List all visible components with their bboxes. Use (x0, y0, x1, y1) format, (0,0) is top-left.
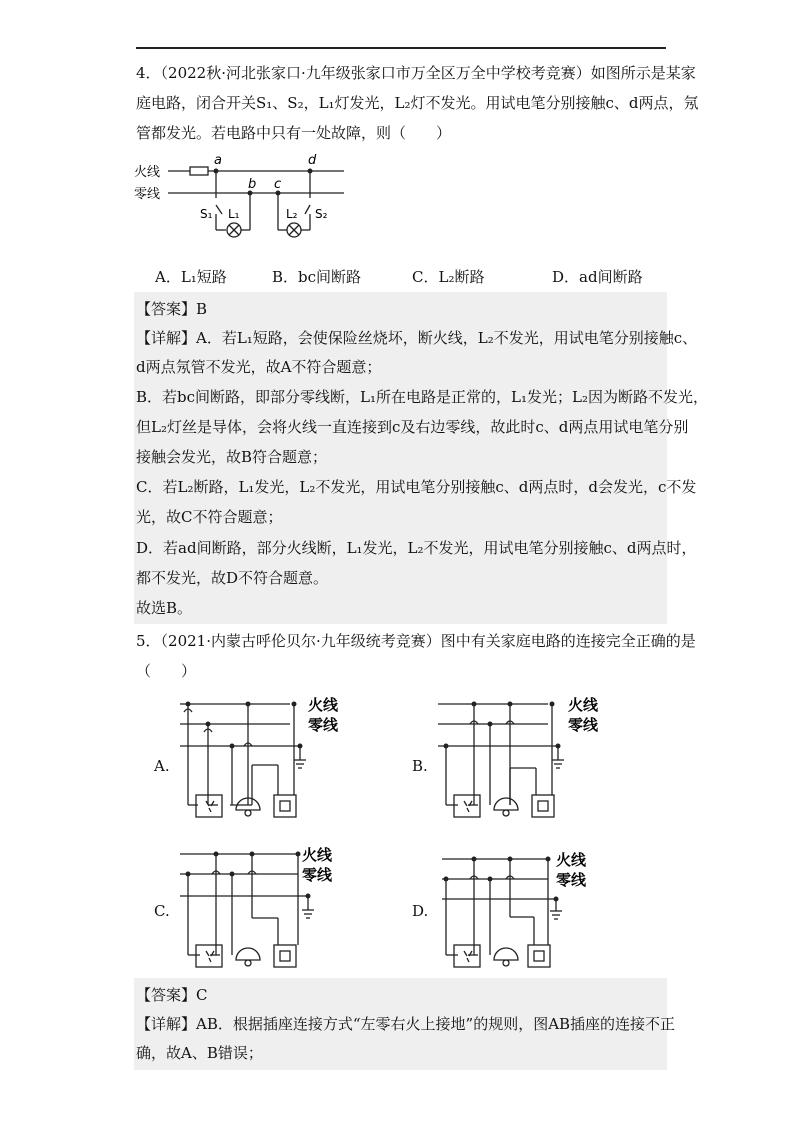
q5-explanation-line: 【详解】AB．根据插座连接方式“左零右火上接地”的规则，图AB插座的连接不正 (136, 1015, 676, 1033)
q4-explanation-line: D．若ad间断路，部分火线断，L₁发光，L₂不发光，用试电笔分别接触c、d两点时， (136, 539, 697, 557)
q5c-neutral-label: 零线 (302, 866, 333, 884)
q4-option-c: C．L₂断路 (412, 268, 485, 286)
q4-answer-block (134, 292, 708, 624)
q5-diagram-c (170, 840, 350, 980)
q5-option-b-label: B. (412, 757, 428, 775)
q4-option-d: D．ad间断路 (552, 268, 643, 286)
q4-explanation-line: B．若bc间断路，即部分零线断，L₁所在电路是正常的，L₁发光；L₂因为断路不发光， (136, 388, 708, 406)
q5-text-line1: 5．（2021·内蒙古呼伦贝尔·九年级统考竞赛）图中有关家庭电路的连接完全正确的是 (136, 632, 696, 650)
q5-text-line2: （ ） (136, 662, 197, 680)
node-a-label: a (214, 153, 222, 168)
q4-explanation-line: 【详解】A．若L₁短路，会使保险丝烧坏，断火线，L₂不发光，用试电笔分别接触c、 (136, 329, 698, 347)
header-rule (136, 47, 666, 49)
lamp-l1-label: L₁ (228, 207, 240, 221)
q4-explanation-line: C．若L₂断路，L₁发光，L₂不发光，用试电笔分别接触c、d两点时，d会发光，c不发 (136, 478, 697, 496)
q4-explanation-line: 故选B。 (136, 599, 193, 617)
q4-answer: 【答案】B (136, 300, 208, 318)
lamp-l2-label: L₂ (286, 207, 298, 221)
q4-text-line1: 4．（2022秋·河北张家口·九年级张家口市万全区万全中学校考竞赛）如图所示是某家 (136, 64, 696, 82)
q5d-neutral-label: 零线 (556, 871, 587, 889)
q4-text-line2: 庭电路，闭合开关S₁、S₂，L₁灯发光，L₂灯不发光。用试电笔分别接触c、d两点，氖 (136, 94, 699, 112)
node-c-label: c (274, 177, 282, 192)
q5a-neutral-label: 零线 (308, 716, 339, 734)
q4-live-label: 火线 (134, 165, 161, 180)
q5-diagram-d (428, 845, 608, 980)
q4-explanation-line: 都不发光，故D不符合题意。 (136, 569, 329, 587)
q4-option-b: B．bc间断路 (272, 268, 362, 286)
q5-diagram-a (170, 690, 350, 830)
q4-neutral-label: 零线 (134, 187, 161, 202)
q5b-neutral-label: 零线 (568, 716, 599, 734)
q5d-live-label: 火线 (556, 851, 587, 869)
q5c-live-label: 火线 (302, 846, 333, 864)
switch-s1-label: S₁ (200, 207, 213, 221)
q4-option-a: A．L₁短路 (155, 268, 227, 286)
node-d-label: d (308, 153, 317, 168)
q5-option-a-label: A. (154, 757, 170, 775)
q4-explanation-line: 光，故C不符合题意； (136, 508, 283, 526)
q5-explanation-line: 确，故A、B错误； (136, 1044, 263, 1062)
q4-circuit-diagram (134, 148, 354, 248)
switch-s2-label: S₂ (315, 207, 328, 221)
q5b-live-label: 火线 (568, 696, 599, 714)
q4-explanation-line: 接触会发光，故B符合题意； (136, 448, 328, 466)
q5-option-c-label: C. (154, 902, 170, 920)
q5-option-d-label: D. (412, 902, 429, 920)
q4-explanation-line: d两点氖管不发光，故A不符合题意； (136, 358, 382, 376)
q4-explanation-line: 但L₂灯丝是导体，会将火线一直连接到c及右边零线，故此时c、d两点用试电笔分别 (136, 418, 689, 436)
q4-text-line3: 管都发光。若电路中只有一处故障，则（ ） (136, 124, 452, 142)
q5-answer-block (134, 978, 676, 1070)
q5-diagram-b (428, 690, 608, 830)
q5a-live-label: 火线 (308, 696, 339, 714)
node-b-label: b (248, 177, 257, 192)
q5-answer: 【答案】C (136, 986, 208, 1004)
